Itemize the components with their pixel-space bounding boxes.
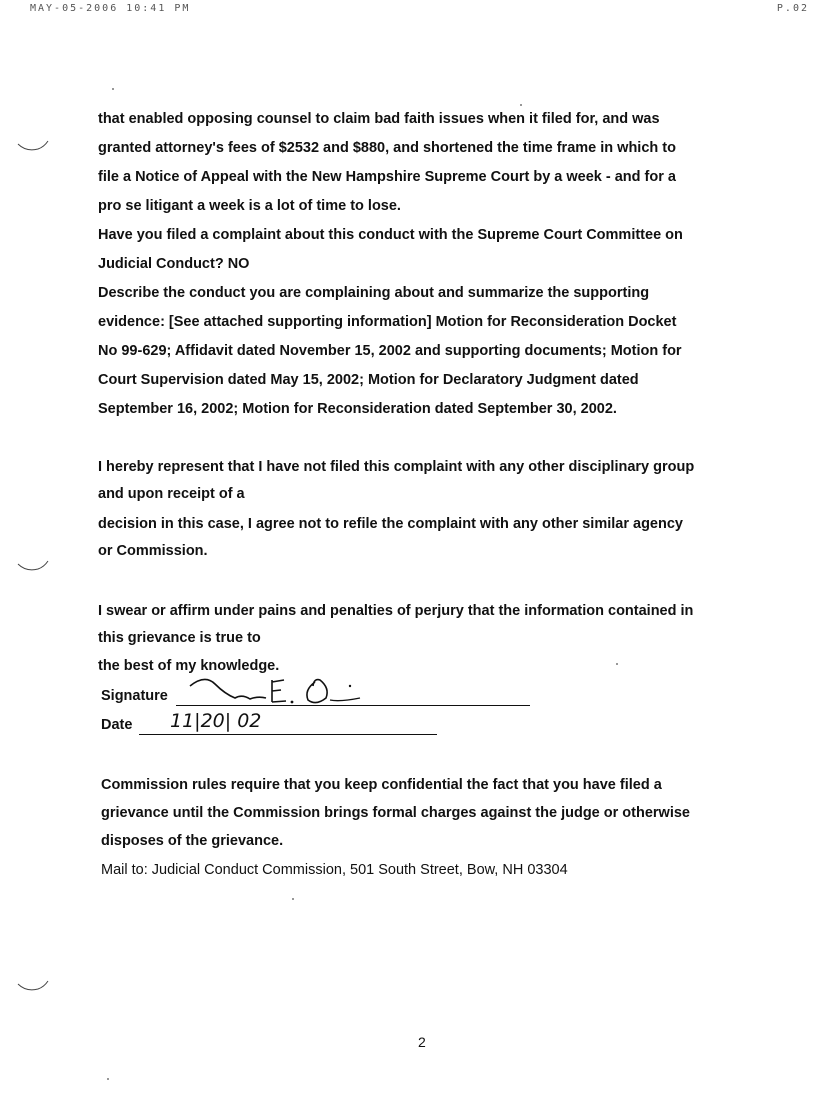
describe-line: No 99-629; Affidavit dated November 15, 2002 and supporting documents; Motion for [98,343,682,359]
fax-header [30,3,809,17]
paragraph-line: granted attorney's fees of $2532 and $880, and shortened the time frame in which to [98,140,676,156]
represent-line: decision in this case, I agree not to refile the complaint with any other similar agency [98,516,683,532]
scan-speck [112,88,114,90]
page-number: 2 [418,1034,426,1050]
describe-line: Court Supervision dated May 15, 2002; Motion for Declaratory Judgment dated [98,372,639,388]
confidential-line: grievance until the Commission brings formal charges against the judge or otherwise [101,805,690,821]
signature-label: Signature [101,688,168,704]
punch-hole-mark-bottom [16,980,50,994]
paragraph-line: that enabled opposing counsel to claim bad faith issues when it filed for, and was [98,111,660,127]
scan-speck [292,898,294,900]
describe-line: evidence: [See attached supporting information] Motion for Reconsideration Docket [98,314,677,330]
paragraph-line: file a Notice of Appeal with the New Hampshire Supreme Court by a week - and for a [98,169,676,185]
scan-speck [616,663,618,665]
punch-hole-mark-middle [16,560,50,574]
describe-line: Describe the conduct you are complaining about and summarize the supporting [98,285,650,301]
handwritten-date: 11|20| 02 [170,710,262,732]
punch-hole-mark-top [16,140,50,154]
date-underline [139,734,437,735]
mailing-address: Mail to: Judicial Conduct Commission, 501 South Street, Bow, NH 03304 [101,862,568,878]
swear-line: I swear or affirm under pains and penalties of perjury that the information contained in [98,603,694,619]
swear-line: this grievance is true to [98,630,261,646]
swear-line: the best of my knowledge. [98,658,280,674]
fax-timestamp: MAY-05-2006 10:41 PM [30,3,191,14]
scan-speck [520,104,522,106]
represent-line: I hereby represent that I have not filed this complaint with any other disciplinary group [98,459,695,475]
paragraph-line: pro se litigant a week is a lot of time to lose. [98,198,401,214]
question-line: Have you filed a complaint about this conduct with the Supreme Court Committee on [98,227,683,243]
confidential-line: disposes of the grievance. [101,833,284,849]
represent-line: and upon receipt of a [98,486,245,502]
question-line: Judicial Conduct? NO [98,256,250,272]
confidential-line: Commission rules require that you keep confidential the fact that you have filed a [101,777,662,793]
fax-page-marker: P.02 [776,3,809,14]
represent-line: or Commission. [98,543,208,559]
describe-line: September 16, 2002; Motion for Reconsideration dated September 30, 2002. [98,401,617,417]
scan-speck [107,1078,109,1080]
handwritten-signature [180,672,380,708]
date-label: Date [101,717,133,733]
